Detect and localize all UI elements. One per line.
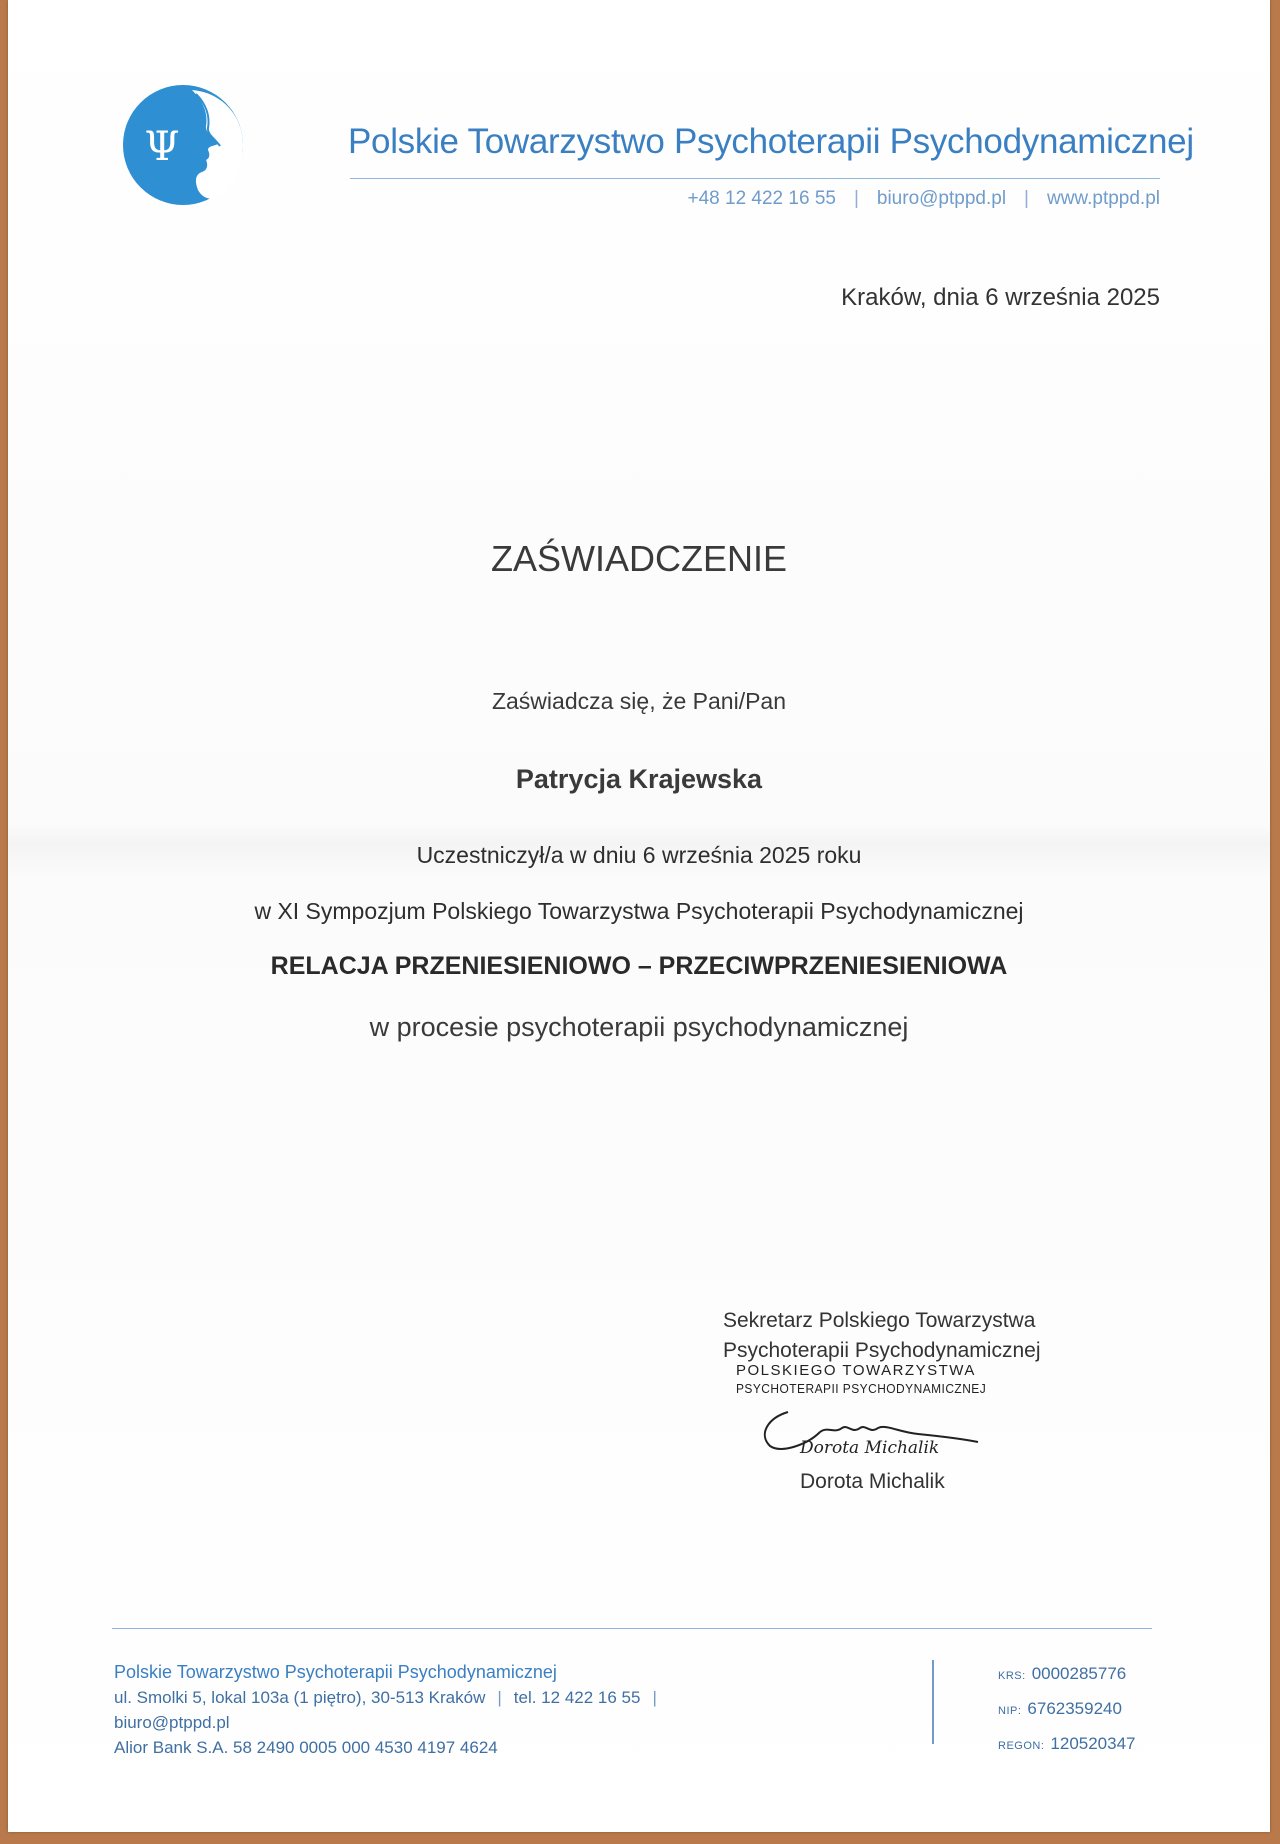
footer-email-link[interactable]: biuro@ptppd.pl [114, 1713, 230, 1732]
organization-name: Polskie Towarzystwo Psychoterapii Psychodynamicznej [348, 122, 1194, 161]
regon-value: 120520347 [1050, 1734, 1136, 1753]
participation-line: Uczestniczył/a w dniu 6 września 2025 roku [416, 842, 862, 868]
footer-regon [998, 1726, 1158, 1761]
official-stamp [736, 1362, 1156, 1396]
header-contacts [508, 188, 1160, 210]
document-title: ZAŚWIADCZENIE [490, 538, 787, 579]
participant-name: Patrycja Krajewska [515, 764, 763, 794]
signer-role-line1: Sekretarz Polskiego Towarzystwa [723, 1309, 1036, 1332]
footer-separator: | [497, 1688, 502, 1707]
header-separator: | [1024, 188, 1029, 209]
place-date: Kraków, dnia 6 września 2025 [841, 284, 1160, 311]
footer-krs [998, 1656, 1158, 1691]
nip-label: NIP: [998, 1705, 1022, 1717]
footer-divider [112, 1628, 1152, 1629]
stamp-name: Dorota Michalik [800, 1438, 940, 1458]
footer-contact-info [114, 1660, 814, 1760]
symposium-subtopic: w procesie psychoterapii psychodynamicznej [369, 1012, 909, 1042]
krs-label: KRS: [998, 1670, 1026, 1682]
regon-label: REGON: [998, 1740, 1045, 1752]
signer-role-line2: Psychoterapii Psychodynamicznej [723, 1339, 1041, 1362]
header-phone: +48 12 422 16 55 [687, 188, 836, 209]
footer-address: ul. Smolki 5, lokal 103a (1 piętro), 30-513 Kraków [114, 1688, 486, 1707]
footer-address-line [114, 1685, 814, 1710]
footer-separator: | [652, 1688, 657, 1707]
footer-vertical-divider [932, 1660, 934, 1744]
footer-registry-info [998, 1656, 1158, 1761]
psi-face-logo-icon [122, 84, 244, 206]
signer-role [723, 1306, 1143, 1366]
certificate-intro: Zaświadcza się, że Pani/Pan [491, 688, 787, 714]
symposium-topic: RELACJA PRZENIESIENIOWO – PRZECIWPRZENIESIENIOWA [270, 952, 1008, 980]
footer-org-name: Polskie Towarzystwo Psychoterapii Psychodynamicznej [114, 1662, 557, 1682]
krs-value: 0000285776 [1031, 1664, 1127, 1683]
stamp-line2: PSYCHOTERAPII PSYCHODYNAMICZNEJ [736, 1381, 987, 1396]
footer-tel: tel. 12 422 16 55 [513, 1688, 641, 1707]
certificate-page [8, 0, 1270, 1832]
symposium-line: w XI Sympozjum Polskiego Towarzystwa Psychoterapii Psychodynamicznej [254, 898, 1024, 924]
header-website-link[interactable]: www.ptppd.pl [1046, 188, 1160, 209]
header-separator: | [853, 188, 859, 209]
header-divider [350, 178, 1160, 179]
footer-nip [998, 1691, 1158, 1726]
signer-name: Dorota Michalik [800, 1470, 945, 1493]
svg-text:Ψ: Ψ [144, 124, 180, 170]
stamp-line1: POLSKIEGO TOWARZYSTWA [736, 1362, 976, 1379]
nip-value: 6762359240 [1027, 1699, 1122, 1718]
footer-bank: Alior Bank S.A. 58 2490 0005 000 4530 4197 4624 [114, 1738, 498, 1757]
header-email-link[interactable]: biuro@ptppd.pl [876, 188, 1007, 209]
